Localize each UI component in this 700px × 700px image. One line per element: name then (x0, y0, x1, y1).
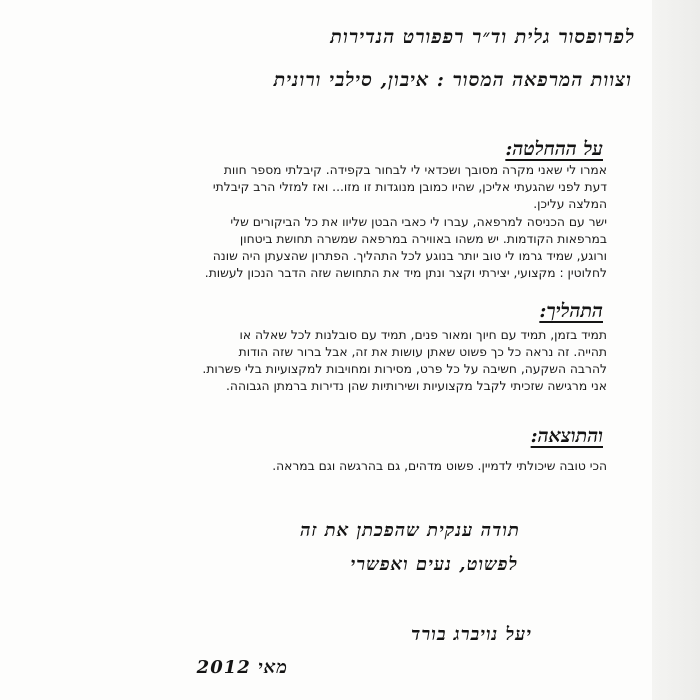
text-line: הכי טובה שיכולתי לדמיין. פשוט מדהים, גם בהרגשה וגם במראה. (272, 459, 607, 473)
result-paragraph (127, 458, 607, 475)
text-line: תהייה. זה נראה כל כך פשוט שאתן עושות את זה, אבל ברור שזה הודות (238, 345, 607, 359)
text-line: המלצה עליכן. (533, 197, 607, 211)
decision-paragraph-1 (127, 162, 607, 213)
text-line: ורוגע, שמיד גרמו לי טוב יותר בנוגע לכל התהליך. הפתרון שהצעתן היה שונה (212, 249, 607, 263)
page-edge-shadow (652, 0, 700, 700)
signature-date: מאי 2012 (196, 657, 288, 678)
signature-name: יעל נויברג בורד (411, 624, 532, 645)
result-heading: והתוצאה: (530, 425, 603, 447)
text-line: במרפאות הקודמות. יש משהו באווירה במרפאה שמשרה תחושת ביטחון (239, 232, 607, 246)
text-line: לחלוטין : מקצועי, יצירתי וקצר ונתן מיד את התחושה שזה הדבר הנכון לעשות. (204, 266, 607, 280)
decision-paragraph-2 (127, 214, 607, 282)
text-line: תמיד בזמן, תמיד עם חיוך ומאור פנים, תמיד עם סובלנות לכל שאלה או (239, 328, 607, 342)
text-line: דעת לפני שהגעתי אליכן, שהיו כמובן מנוגדות זו מזו... ואז למזלי הרב קיבלתי (212, 180, 607, 194)
recipient-line: לפרופסור גלית וד״ר רפפורט הנדירות (330, 26, 635, 48)
text-line: אמרו לי שאני מקרה מסובך ושכדאי לי לבחור בקפידה. קיבלתי מספר חוות (223, 163, 607, 177)
text-line: להרבה השקעה, חשיבה על כל פרט, מסירות ומחויבות למקצועיות בלי פשרות. (202, 362, 607, 376)
process-heading: התהליך: (539, 300, 603, 322)
closing-line-1: תודה ענקית שהפכתן את זה (300, 520, 520, 541)
text-line: ישר עם הכניסה למרפאה, עברו לי כאבי הבטן שליוו את כל הביקורים שלי (230, 215, 607, 229)
team-line: וצוות המרפאה המסור : איבון, סילבי ורונית (273, 69, 632, 91)
process-paragraph (127, 327, 607, 395)
closing-line-2: לפשוט, נעים ואפשרי (350, 554, 518, 575)
text-line: אני מרגישה שזכיתי לקבל מקצועיות ושירותיות שהן נדירות ברמתן הגבוהה. (226, 379, 607, 393)
decision-heading: על ההחלטה: (505, 138, 603, 160)
